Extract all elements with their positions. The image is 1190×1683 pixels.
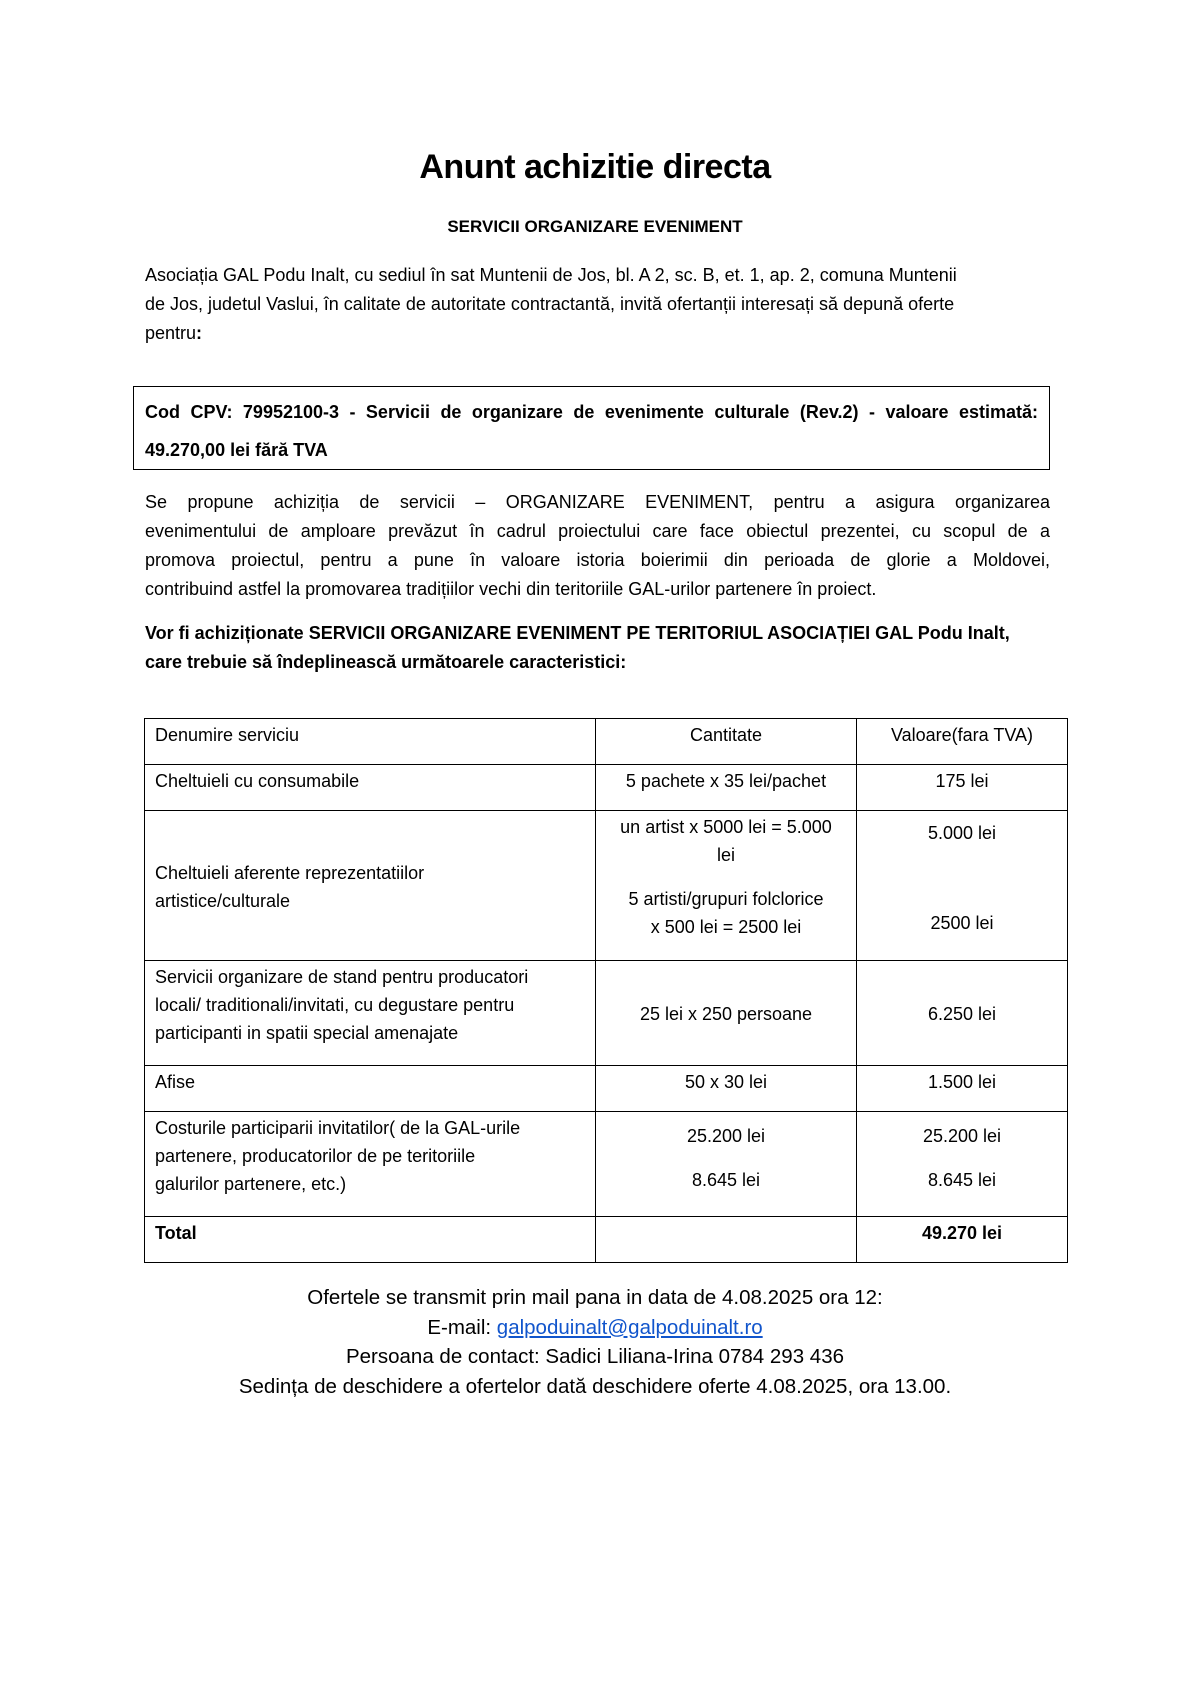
contact-line: Persoana de contact: Sadici Liliana-Irina 0784 293 436 xyxy=(345,1345,845,1368)
page-title: Anunt achizitie directa xyxy=(419,148,771,186)
cell-line: Cheltuieli aferente reprezentatiilor xyxy=(155,862,425,883)
cell-service-name xyxy=(145,1112,596,1217)
total-quantity xyxy=(596,1217,857,1263)
intro-line-text: pentru xyxy=(145,323,197,343)
cell-service-name: Cheltuieli cu consumabile xyxy=(145,765,596,811)
cell-line: partenere, producatorilor de pe teritoriile xyxy=(155,1146,476,1166)
requirements-line: care trebuie să îndeplinească următoarele caracteristici: xyxy=(145,652,627,672)
cell-line: 8.645 lei xyxy=(927,1170,997,1190)
cpv-box xyxy=(133,386,1050,470)
total-value: 49.270 lei xyxy=(857,1217,1068,1263)
cell-quantity: 50 x 30 lei xyxy=(596,1066,857,1112)
table-row xyxy=(145,765,1068,811)
proposal-line: Se propune achiziția de servicii – ORGANIZARE EVENIMENT, pentru a asigura organizarea xyxy=(145,492,1050,512)
proposal-line: evenimentului de amploare prevăzut în cadrul proiectului care face obiectul prezentei, cu scopul de a xyxy=(145,521,1050,541)
email-link[interactable]: galpoduinalt@galpoduinalt.ro xyxy=(496,1315,763,1339)
requirements-line: Vor fi achiziționate SERVICII ORGANIZARE EVENIMENT PE TERITORIUL ASOCIAȚIEI GAL Podu Inalt, xyxy=(145,623,1010,643)
services-table xyxy=(144,718,1068,1263)
cell-quantity xyxy=(596,811,857,961)
cell-line: locali/ traditionali/invitati, cu degustare pentru xyxy=(155,995,515,1015)
table-header-row xyxy=(145,719,1068,765)
opening-line: Sedința de deschidere a ofertelor dată deschidere oferte 4.08.2025, ora 13.00. xyxy=(238,1374,952,1398)
intro-colon: : xyxy=(196,323,203,343)
cell-value: 1.500 lei xyxy=(857,1066,1068,1112)
table-row xyxy=(145,961,1068,1066)
total-label: Total xyxy=(145,1217,596,1263)
cell-line: un artist x 5000 lei = 5.000 xyxy=(620,817,832,837)
cpv-code-line: Cod CPV: 79952100-3 - Servicii de organizare de evenimente culturale (Rev.2) - valoare estimată: xyxy=(145,402,1038,422)
header-cell-quantity: Cantitate xyxy=(596,719,857,765)
cell-line: participanti in spatii special amenajate xyxy=(155,1023,459,1043)
cell-line: 5 artisti/grupuri folclorice xyxy=(628,889,824,909)
cell-line: 2500 lei xyxy=(930,913,994,933)
header-cell-value: Valoare(fara TVA) xyxy=(857,719,1068,765)
cell-quantity: 5 pachete x 35 lei/pachet xyxy=(596,765,857,811)
requirements-paragraph xyxy=(145,619,1050,677)
table-total-row xyxy=(145,1217,1068,1263)
cell-value: 175 lei xyxy=(857,765,1068,811)
cell-line: lei xyxy=(716,845,735,865)
cell-service-name xyxy=(145,811,596,961)
proposal-paragraph xyxy=(145,488,1050,604)
proposal-line: promova proiectul, pentru a pune în valoare istoria boierimii din perioada de glorie a Moldovei, xyxy=(145,550,1050,570)
cell-service-name xyxy=(145,961,596,1066)
intro-line: Asociația GAL Podu Inalt, cu sediul în sat Muntenii de Jos, bl. A 2, sc. B, et. 1, ap. 2, comuna Muntenii xyxy=(145,265,957,285)
cell-line: 5.000 lei xyxy=(927,823,997,843)
cell-line: 25.200 lei xyxy=(686,1126,766,1146)
intro-line: de Jos, judetul Vaslui, în calitate de autoritate contractantă, invită ofertanții interesați să depună oferte xyxy=(145,294,955,314)
intro-line xyxy=(145,319,1050,348)
table-row xyxy=(145,1112,1068,1217)
header-cell-service: Denumire serviciu xyxy=(145,719,596,765)
cpv-value-line: 49.270,00 lei fără TVA xyxy=(145,440,328,460)
cell-line: Servicii organizare de stand pentru producatori xyxy=(155,967,529,987)
table-row xyxy=(145,811,1068,961)
cell-service-name: Afise xyxy=(145,1066,596,1112)
email-label: E-mail: xyxy=(427,1315,497,1339)
page-subtitle: SERVICII ORGANIZARE EVENIMENT xyxy=(447,217,743,236)
deadline-line: Ofertele se transmit prin mail pana in data de 4.08.2025 ora 12: xyxy=(307,1286,883,1309)
proposal-line: contribuind astfel la promovarea tradițiilor vechi din teritoriile GAL-urilor partenere în proiect. xyxy=(145,579,877,599)
footer-block xyxy=(0,1283,1190,1401)
cell-line: 8.645 lei xyxy=(691,1170,761,1190)
table-row xyxy=(145,1066,1068,1112)
cell-line: x 500 lei = 2500 lei xyxy=(650,917,802,937)
cell-line: galurilor partenere, etc.) xyxy=(155,1174,347,1194)
cell-value xyxy=(857,1112,1068,1217)
cell-line: 25.200 lei xyxy=(922,1126,1002,1146)
cell-value: 6.250 lei xyxy=(857,961,1068,1066)
cell-value xyxy=(857,811,1068,961)
cell-quantity xyxy=(596,1112,857,1217)
cell-line: artistice/culturale xyxy=(155,890,291,911)
email-line xyxy=(0,1313,1190,1343)
intro-paragraph xyxy=(145,261,1050,348)
cell-quantity: 25 lei x 250 persoane xyxy=(596,961,857,1066)
cell-line: Costurile participarii invitatilor( de la GAL-urile xyxy=(155,1118,521,1138)
